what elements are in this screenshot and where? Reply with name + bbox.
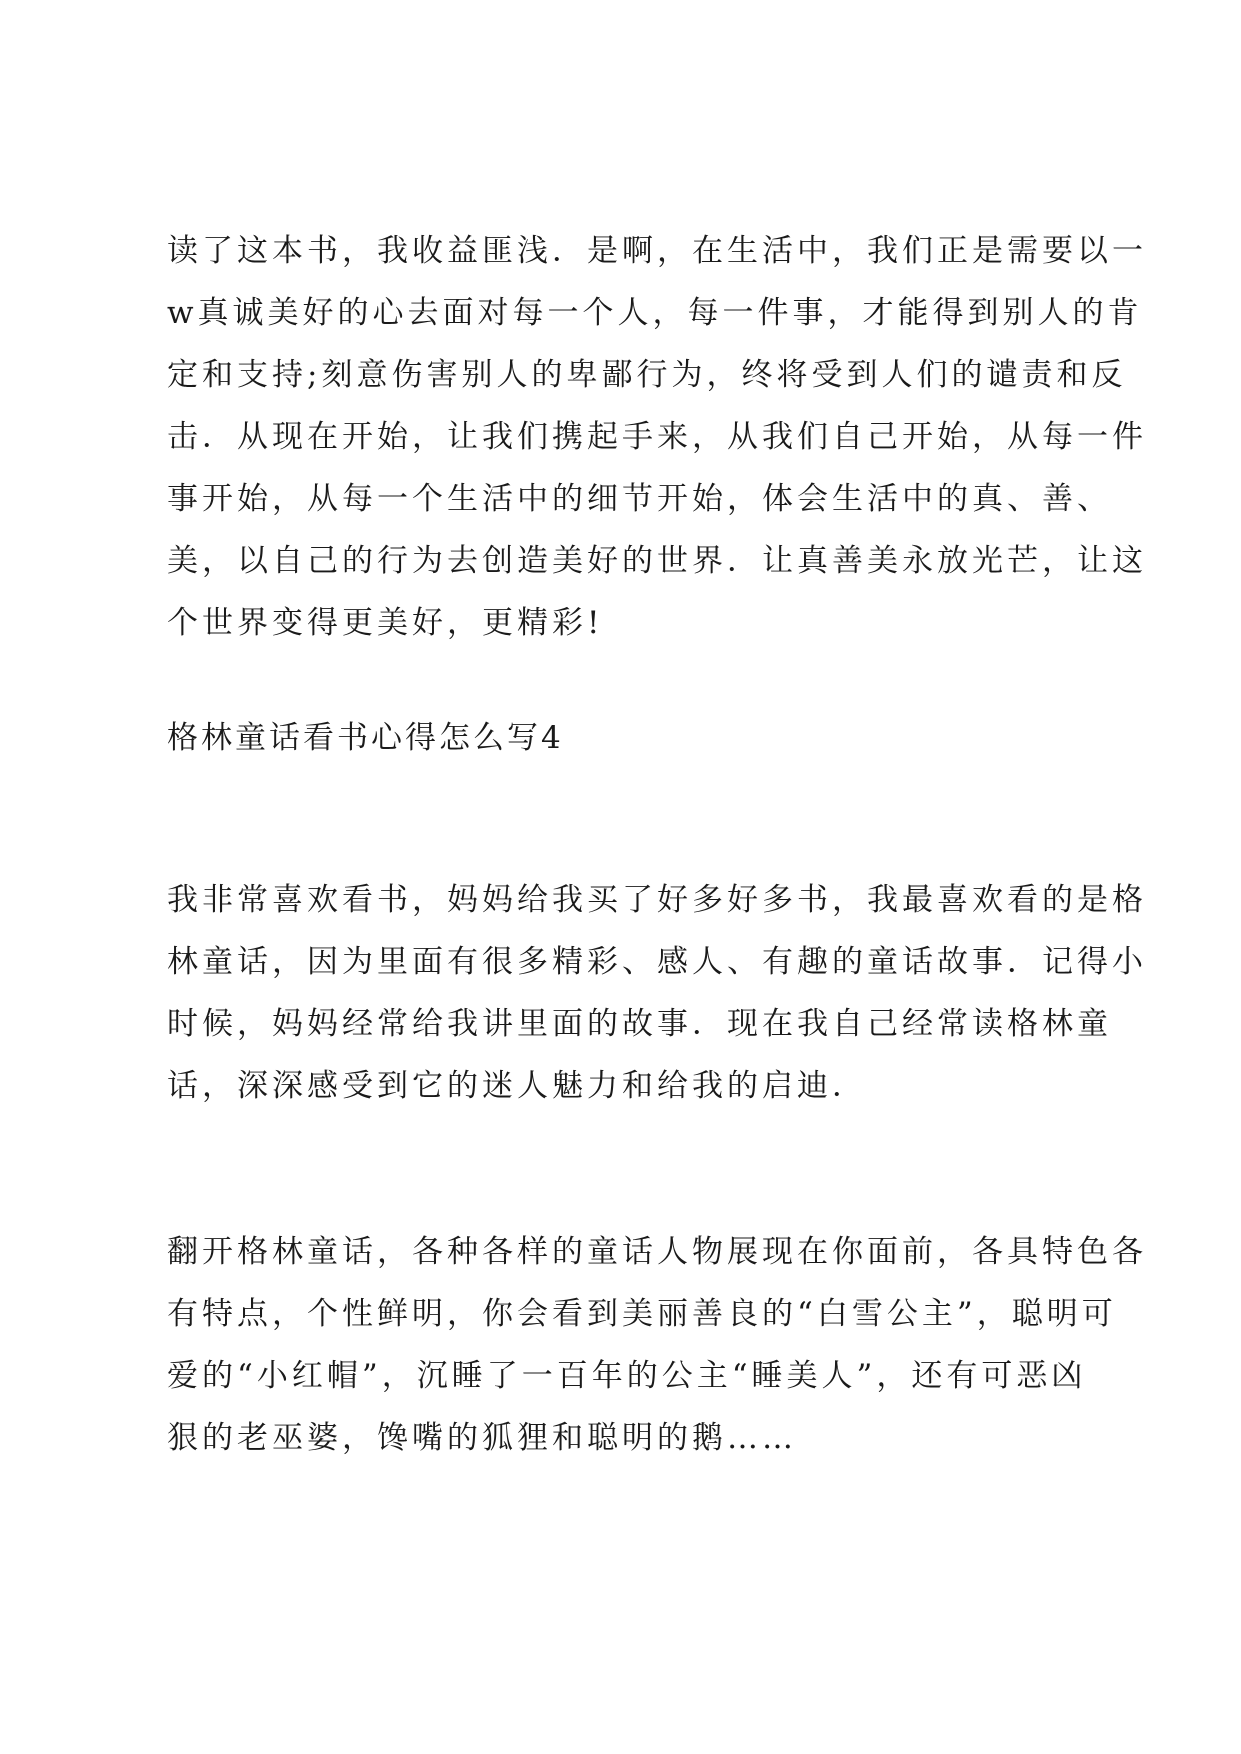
- paragraph-1-line: 个世界变得更美好，更精彩!: [167, 605, 604, 641]
- paragraph-3-line: 有特点，个性鲜明，你会看到美丽善良的“白雪公主”，聪明可: [167, 1296, 1117, 1332]
- paragraph-2-line: 话，深深感受到它的迷人魅力和给我的启迪．: [167, 1068, 867, 1104]
- paragraph-3-line: 爱的“小红帽”，沉睡了一百年的公主“睡美人”，还有可恶凶: [167, 1358, 1087, 1394]
- paragraph-2-line: 我非常喜欢看书，妈妈给我买了好多好多书，我最喜欢看的是格: [167, 882, 1147, 918]
- section-heading: 格林童话看书心得怎么写4: [167, 720, 564, 756]
- paragraph-1: [167, 220, 1147, 654]
- paragraph-3-line: 翻开格林童话，各种各样的童话人物展现在你面前，各具特色各: [167, 1234, 1147, 1270]
- paragraph-3: [167, 1221, 1147, 1469]
- paragraph-1-line: 击．从现在开始，让我们携起手来，从我们自己开始，从每一件: [167, 419, 1147, 455]
- paragraph-1-line: 美，以自己的行为去创造美好的世界．让真善美永放光芒，让这: [167, 543, 1147, 579]
- paragraph-1-line: 事开始，从每一个生活中的细节开始，体会生活中的真、善、: [167, 481, 1112, 517]
- paragraph-3-line: 狠的老巫婆，馋嘴的狐狸和聪明的鹅……: [167, 1420, 797, 1456]
- paragraph-1-line: w真诚美好的心去面对每一个人，每一件事，才能得到别人的肯: [167, 295, 1143, 331]
- paragraph-1-line: 读了这本书，我收益匪浅．是啊，在生活中，我们正是需要以一: [167, 233, 1147, 269]
- paragraph-1-line: 定和支持;刻意伤害别人的卑鄙行为，终将受到人们的谴责和反: [167, 357, 1127, 393]
- paragraph-2-line: 林童话，因为里面有很多精彩、感人、有趣的童话故事．记得小: [167, 944, 1147, 980]
- paragraph-2-line: 时候，妈妈经常给我讲里面的故事．现在我自己经常读格林童: [167, 1006, 1112, 1042]
- paragraph-2: [167, 869, 1147, 1117]
